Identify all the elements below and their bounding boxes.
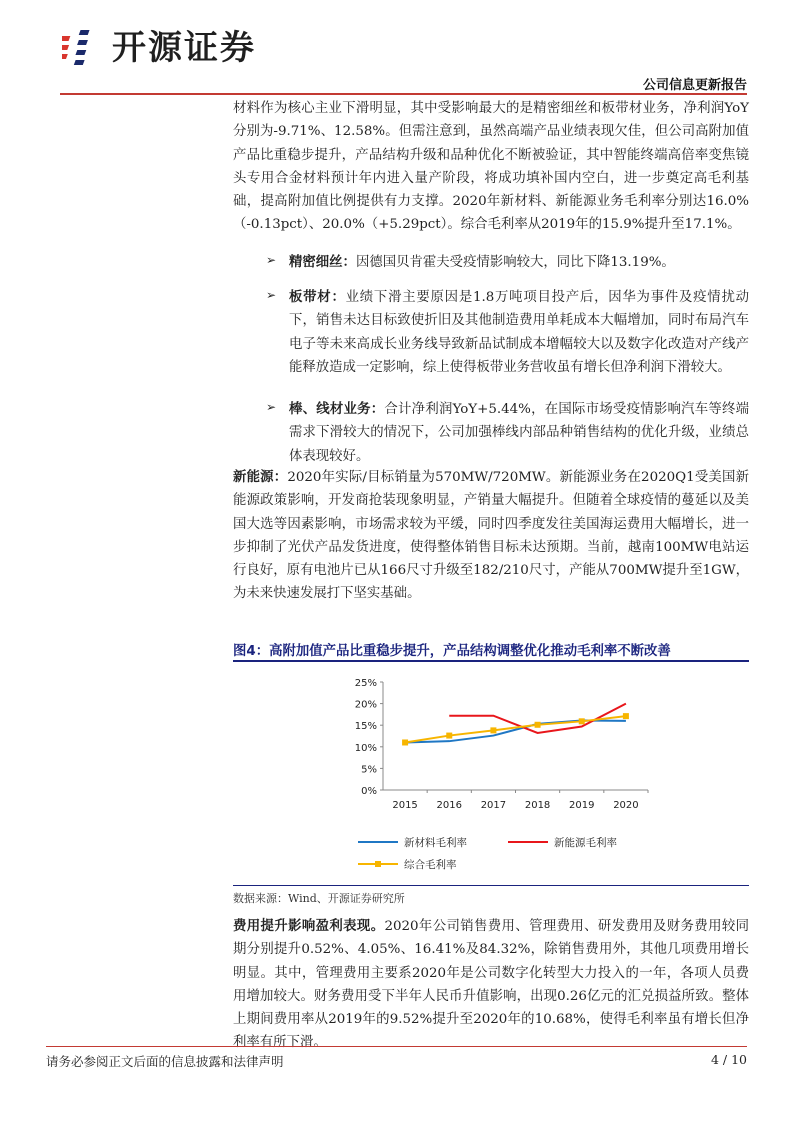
figure-title: 图4：高附加值产品比重稳步提升，产品结构调整优化推动毛利率不断改善 (233, 644, 671, 659)
y-tick-label: 25% (354, 678, 377, 689)
data-point (535, 722, 541, 728)
logo-icon (62, 26, 102, 68)
bullet-label: 棒、线材业务： (289, 402, 385, 417)
data-point (579, 718, 585, 724)
y-tick-label: 20% (354, 699, 377, 711)
bullet-rod-wire (289, 398, 749, 468)
margin-line-chart (233, 662, 749, 882)
figure-bottom-rule (233, 885, 749, 886)
paragraph-text: 2020年公司销售费用、管理费用、研发费用及财务费用较同期分别提升0.52%、4.05%、16.41%及84.32%，除销售费用外，其他几项费用增长明显。其中，管理费用主要系2020年是公司数字化转型大力投入的一年，各项人员费用增加较大。财务费用受下半年人民币升值影响，出现0.26亿元的汇兑损益所致。整体上期间费用率从2019年的9.52%提升至2020年的10.68%，使得毛利率虽有增长但净利率有所下滑。 (233, 919, 750, 1051)
x-tick-label: 2015 (392, 800, 418, 811)
chart-legend (358, 836, 617, 871)
y-tick-label: 15% (354, 721, 377, 733)
footer-disclaimer: 请务必参阅正文后面的信息披露和法律声明 (46, 1054, 284, 1069)
bullet-arrow-icon: ➢ (266, 400, 277, 414)
data-point (623, 713, 629, 719)
paragraph-new-energy (233, 466, 749, 606)
paragraph-label: 新能源： (233, 470, 288, 485)
chart-series (402, 704, 629, 746)
bullet-text: 合计净利润YoY+5.44%，在国际市场受疫情影响汽车等终端需求下滑较大的情况下，公司加强棒线内部品种销售结构的优化升级，业绩总体表现较好。 (289, 402, 749, 464)
legend-marker (375, 861, 381, 867)
bullet-label: 精密细丝： (289, 255, 356, 270)
paragraph-text: 2020年实际/目标销量为570MW/720MW。新能源业务在2020Q1受美国新能源政策影响，开发商抢装现象明显，产销量大幅提升。但随着全球疫情的蔓延以及美国大选等因素影响，市场需求较为平缓，同时四季度发往美国海运费用大幅增长，进一步抑制了光伏产品发货进度，使得整体销售目标未达预期。当前，越南100MW电站运行良好，原有电池片已从166尺寸升级至182/210尺寸，产能从700MW提升至1GW，为未来快速发展打下坚实基础。 (233, 470, 749, 602)
chart-axes (355, 678, 648, 811)
x-tick-label: 2017 (480, 800, 507, 811)
header-divider (60, 93, 747, 95)
legend-label: 新材料毛利率 (404, 837, 467, 849)
paragraph-materials: 材料作为核心主业下滑明显，其中受影响最大的是精密细丝和板带材业务，净利润YoY分别为-9.71%、12.58%。但需注意到，虽然高端产品业绩表现欠佳，但公司高附加值产品比重稳步提升，产品结构升级和品种优化不断被验证，其中智能终端高倍率变焦镜头专用合金材料预计年内进入量产阶段，将成功填补国内空白，进一步奠定高毛利基础，提高附加值比例提供有力支撑。2020年新材料、新能源业务毛利率分别达16.0%（-0.13pct）、20.0%（+5.29pct）。综合毛利率从2019年的15.9%提升至17.1%。 (233, 101, 749, 233)
x-tick-label: 2020 (613, 800, 639, 811)
bullet-arrow-icon: ➢ (266, 253, 277, 267)
figure-source: 数据来源：Wind、开源证券研究所 (233, 892, 405, 905)
logo-text: 开源证券 (112, 28, 256, 68)
data-point (490, 727, 496, 733)
legend-label: 综合毛利率 (404, 859, 457, 871)
bullet-strip (289, 286, 749, 379)
data-point (402, 739, 408, 745)
page-number: 4 / 10 (710, 1052, 747, 1067)
x-tick-label: 2018 (524, 800, 551, 811)
legend-label: 新能源毛利率 (554, 837, 617, 849)
bullet-label: 板带材： (289, 290, 346, 305)
x-tick-label: 2019 (569, 800, 595, 811)
bullet-text: 因德国贝肯霍夫受疫情影响较大，同比下降13.19%。 (355, 255, 675, 270)
paragraph-label: 费用提升影响盈利表现。 (233, 919, 385, 934)
bullet-fine-wire (289, 251, 749, 274)
data-point (446, 733, 452, 739)
bullet-arrow-icon: ➢ (266, 288, 277, 302)
y-tick-label: 0% (361, 786, 377, 797)
report-type: 公司信息更新报告 (642, 78, 747, 93)
bullet-text: 业绩下滑主要原因是1.8万吨项目投产后，因华为事件及疫情扰动下，销售未达目标致使折旧及其他制造费用单耗成本大幅增加，同时布局汽车电子等未来高成长业务线导致新品试制成本增幅较大以及数字化改造对产线产能释放造成一定影响，综上使得板带业务营收虽有增长但净利润下滑较大。 (289, 290, 749, 375)
paragraph-expenses (233, 915, 749, 1055)
x-tick-label: 2016 (436, 800, 462, 811)
footer-divider (46, 1046, 747, 1047)
y-tick-label: 5% (361, 764, 377, 776)
y-tick-label: 10% (354, 742, 377, 754)
